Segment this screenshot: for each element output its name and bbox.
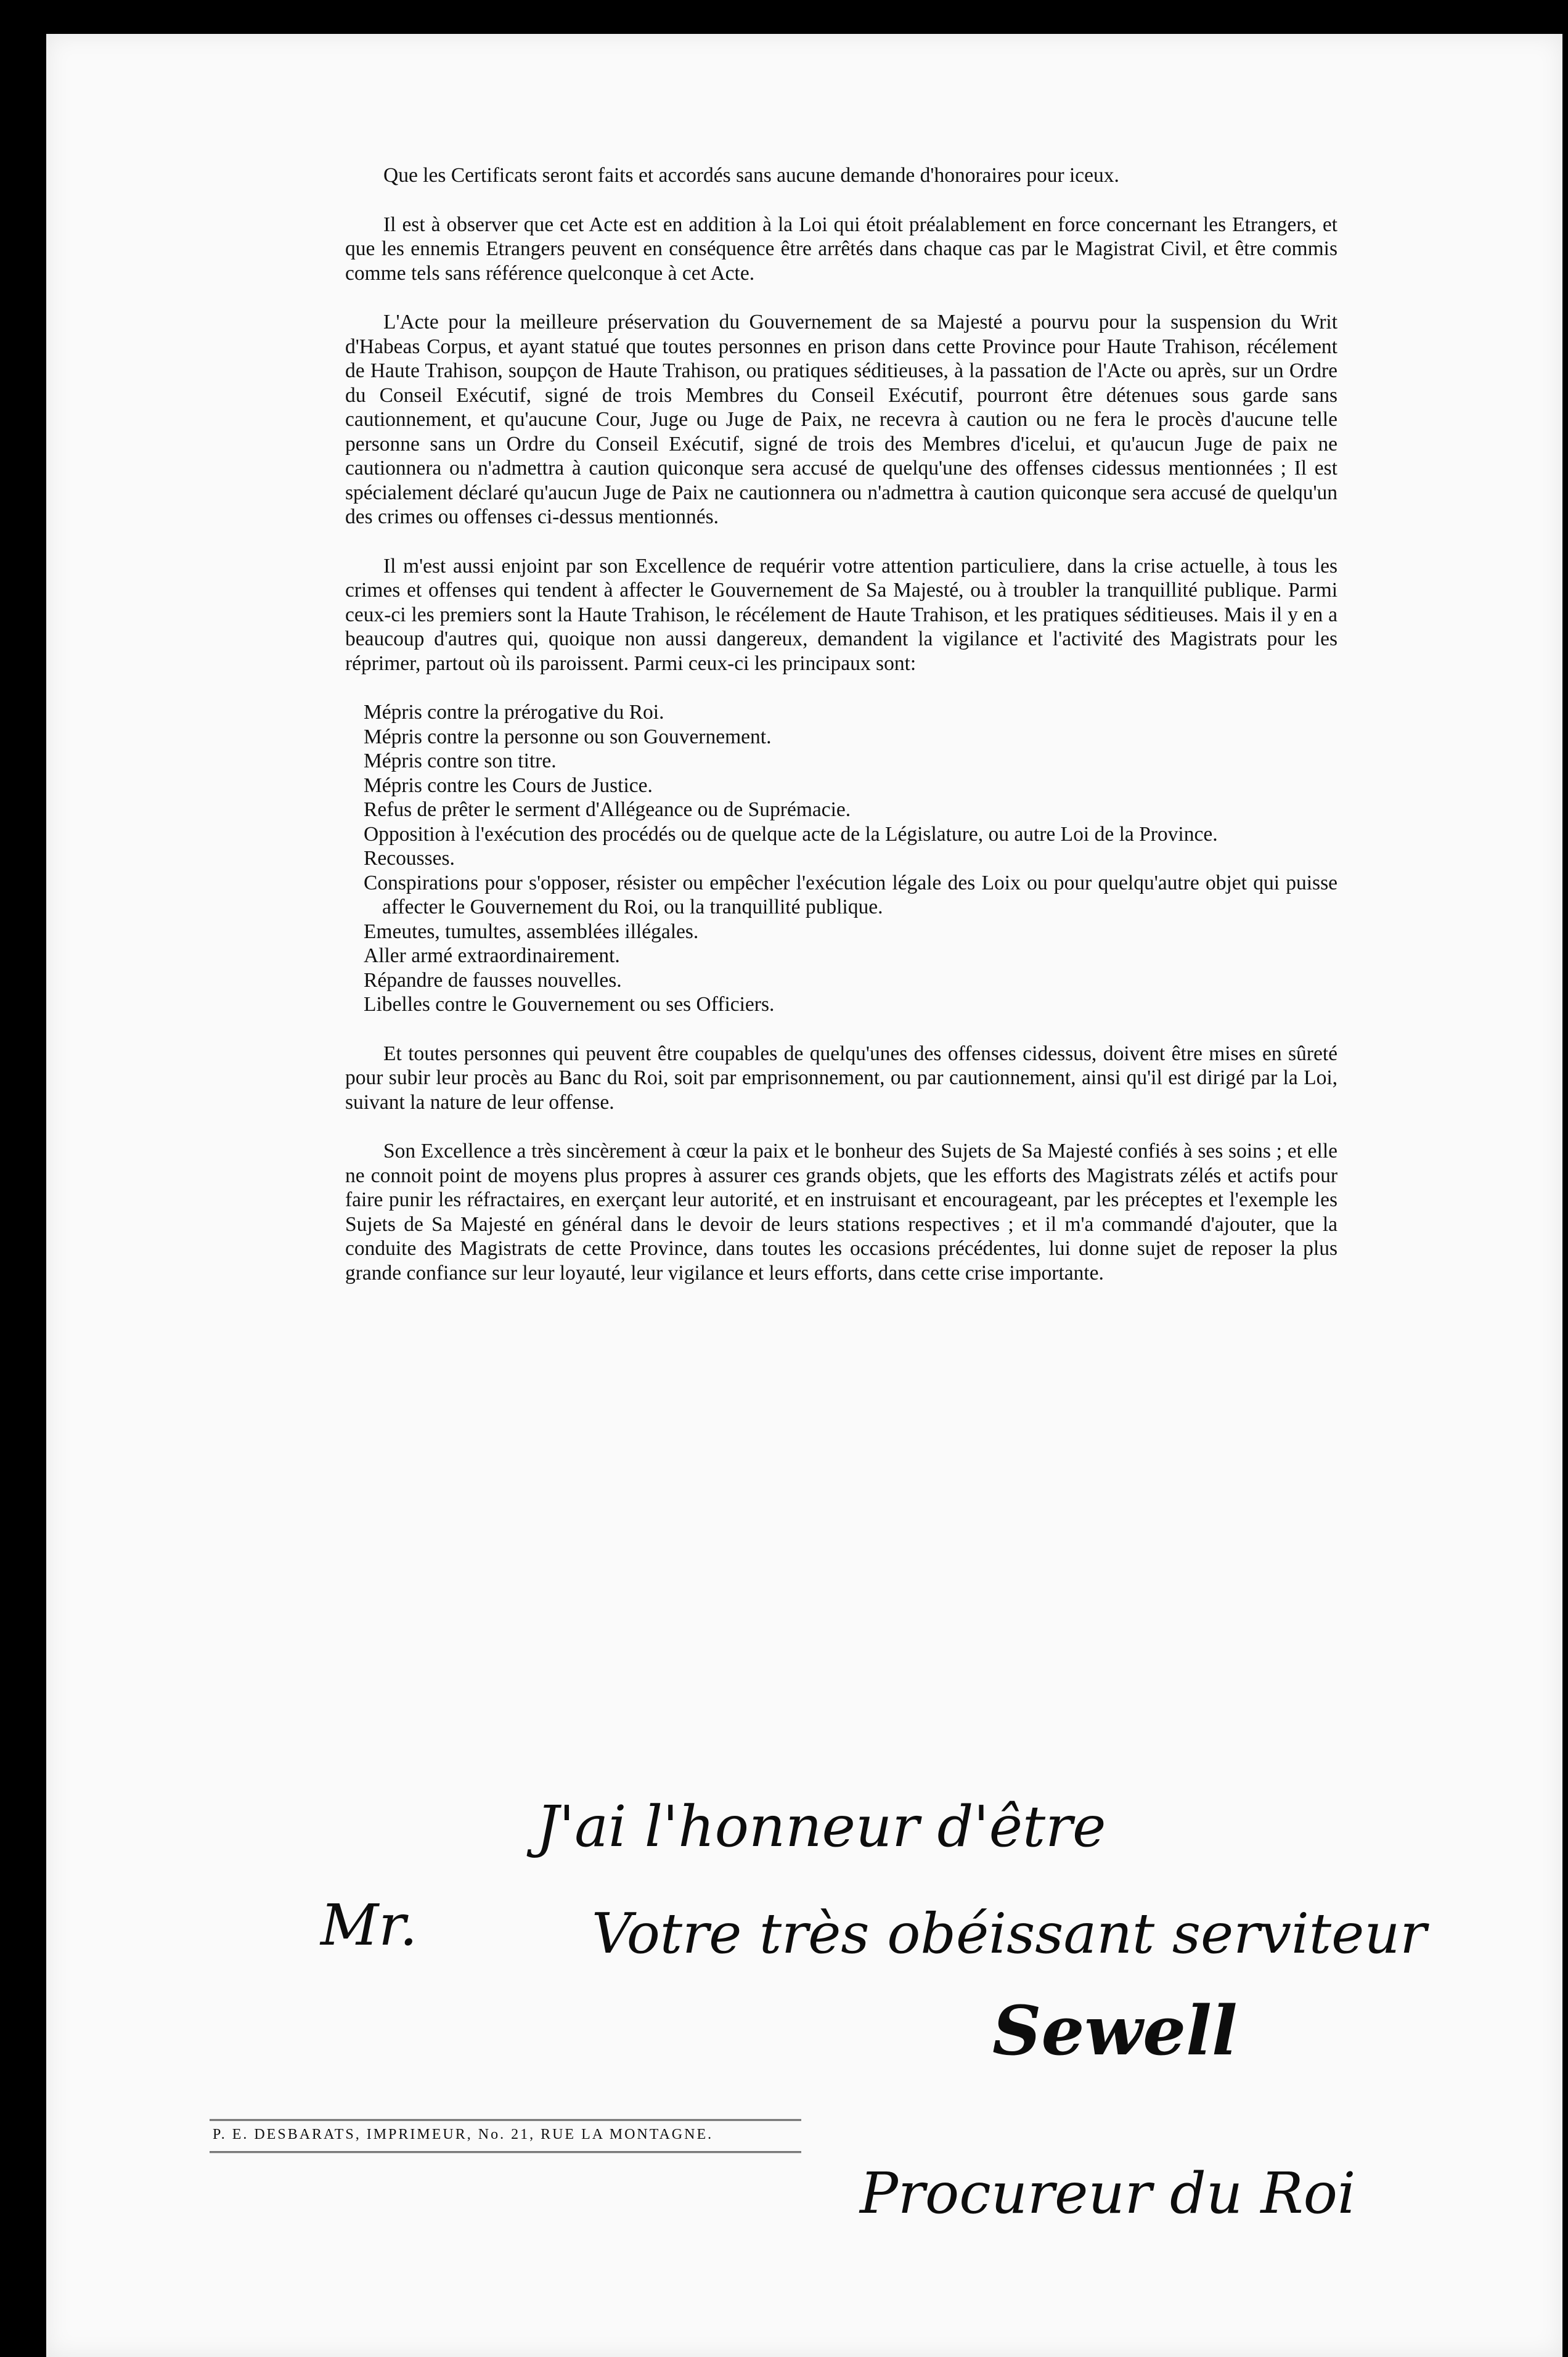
paragraph-certificats: Que les Certificats seront faits et accordés sans aucune demande d'honoraires pour iceux. <box>383 164 1119 187</box>
list-item: Opposition à l'exécution des procédés ou de quelque acte de la Législature, ou autre Loi de la Province. <box>364 822 1218 846</box>
list-item: Conspirations pour s'opposer, résister ou empêcher l'exécution légale des Loix ou pour quelqu'autre objet qui puisse affecter le Gouvernement du Roi, ou la tranquillité publique. <box>364 871 1337 918</box>
list-item: Aller armé extraordinairement. <box>364 944 620 967</box>
list-item: Emeutes, tumultes, assemblées illégales. <box>364 920 699 943</box>
imprint-rule-top <box>210 2119 801 2121</box>
handwritten-title: Procureur du Roi <box>860 2160 1356 2226</box>
document-body <box>345 163 1337 1285</box>
list-item: Libelles contre le Gouvernement ou ses Officiers. <box>364 993 775 1016</box>
printer-imprint: P. E. DESBARATS, IMPRIMEUR, No. 21, RUE LA MONTAGNE. <box>213 2126 714 2143</box>
list-item: Recousses. <box>364 847 455 870</box>
paragraph-etrangers: Il est à observer que cet Acte est en addition à la Loi qui étoit préalablement en force concernant les Etrangers, et que les ennemis Etrangers peuvent en conséquence être arrêtés dans chaque cas par le Magistrat Civil, et être commis comme tels sans référence quelconque à cet Acte. <box>345 213 1337 285</box>
paragraph-attention: Il m'est aussi enjoint par son Excellence de requérir votre attention particuliere, dans la crise actuelle, à tous les crimes et offenses qui tendent à affecter le Gouvernement de Sa Majesté, ou à troubler la tranquillité publique. Parmi ceux-ci les premiers sont la Haute Trahison, le récélement de Haute Trahison, et les pratiques séditieuses. Mais il y en a beaucoup d'autres qui, quoique non aussi dangereux, demandent la vigilance et l'activité des Magistrats pour les réprimer, partout où ils paroissent. Parmi ceux-ci les principaux sont: <box>345 554 1337 675</box>
paragraph-habeas-corpus: L'Acte pour la meilleure préservation du Gouvernement de sa Majesté a pourvu pour la suspension du Writ d'Habeas Corpus, et ayant statué que toutes personnes en prison dans cette Province pour Haute Trahison, récélement de Haute Trahison, soupçon de Haute Trahison, ou pratiques séditieuses, à la passation de l'Acte ou après, sur un Ordre du Conseil Exécutif, signé de trois Membres du Conseil Exécutif, pourront être détenues sous garde sans cautionnement, et qu'aucune Cour, Juge ou Juge de Paix, ne recevra à caution ou ne fera le procès d'aucune telle personne sans un Ordre du Conseil Exécutif, signé de trois des Membres d'icelui, et qu'aucun Juge de paix ne cautionnera ou n'admettra à caution quiconque sera accusé de quelqu'une des offenses cidessus mentionnées ; Il est spécialement déclaré qu'aucun Juge de Paix ne cautionnera ou n'admettra à caution quiconque sera accusé de quelqu'un des crimes ou offenses ci-dessus mentionnés. <box>345 311 1337 528</box>
paragraph-coupables: Et toutes personnes qui peuvent être coupables de quelqu'unes des offenses cidessus, doivent être mises en sûreté pour subir leur procès au Banc du Roi, soit par emprisonnement, ou par cautionnement, ainsi qu'il est dirigé par la Loi, suivant la nature de leur offense. <box>345 1042 1337 1114</box>
handwritten-closing-line: J'ai l'honneur d'être <box>536 1794 1106 1860</box>
handwritten-signature: Sewell <box>992 1991 1238 2070</box>
paragraph-excellence: Son Excellence a très sincèrement à cœur la paix et le bonheur des Sujets de Sa Majesté confiés à ses soins ; et elle ne connoit point de moyens plus propres à assurer ces grands objets, que les efforts des Magistrats zélés et actifs pour faire punir les réfractaires, en exerçant leur autorité, et en instruisant et encourageant, par les préceptes et l'exemple les Sujets de Sa Majesté en général dans le devoir de leurs stations respectives ; et il m'a commandé d'ajouter, que la conduite des Magistrats de cette Province, dans toutes les occasions précédentes, lui donne sujet de reposer la plus grande confiance sur leur loyauté, leur vigilance et leurs efforts, dans cette crise importante. <box>345 1140 1337 1285</box>
handwritten-servant-line: Votre très obéissant serviteur <box>592 1902 1427 1966</box>
list-item: Refus de prêter le serment d'Allégeance ou de Suprémacie. <box>364 798 851 821</box>
imprint-rule-bottom <box>210 2151 801 2153</box>
list-item: Répandre de fausses nouvelles. <box>364 968 622 992</box>
list-item: Mépris contre la prérogative du Roi. <box>364 701 664 724</box>
offenses-list <box>345 700 1337 1017</box>
list-item: Mépris contre les Cours de Justice. <box>364 774 653 797</box>
list-item: Mépris contre la personne ou son Gouvernement. <box>364 725 772 748</box>
handwritten-salutation: Mr. <box>321 1892 418 1958</box>
list-item: Mépris contre son titre. <box>364 750 557 772</box>
